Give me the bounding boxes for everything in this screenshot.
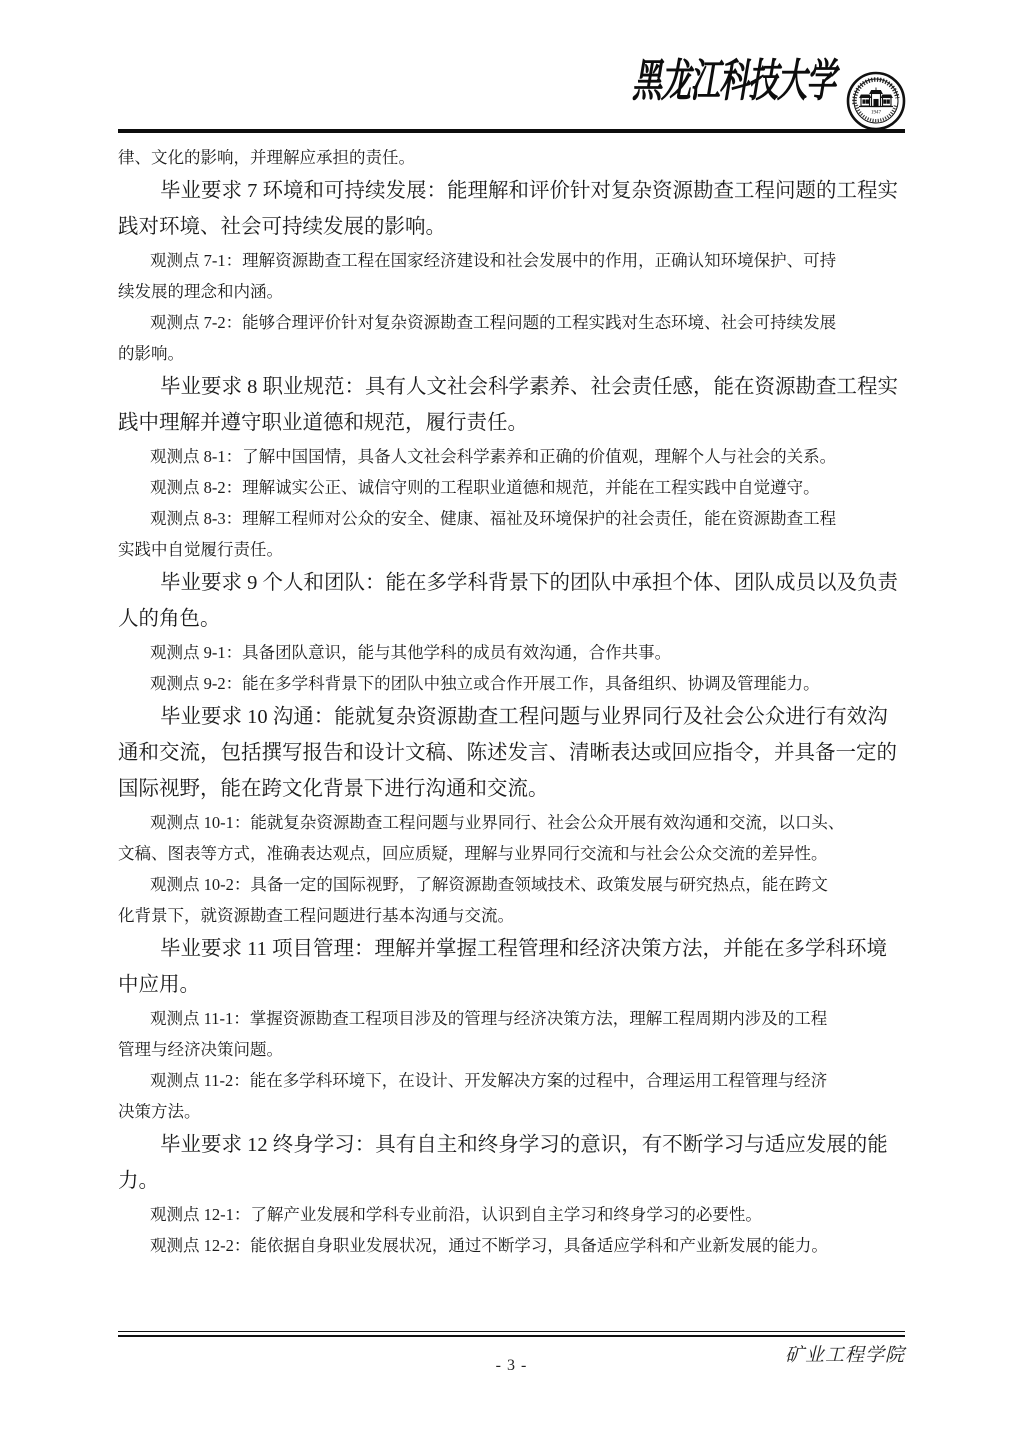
text-line: 观测点 9-2：能在多学科背景下的团队中独立或合作开展工作，具备组织、协调及管理能力。 (150, 674, 820, 693)
text-line: 观测点 9-1：具备团队意识，能与其他学科的成员有效沟通，合作共事。 (150, 643, 672, 662)
text-line: 观测点 12-1：了解产业发展和学科专业前沿，认识到自主学习和终身学习的必要性。 (150, 1205, 762, 1224)
text-line: 毕业要求 8 职业规范：具有人文社会科学素养、社会责任感，能在资源勘查工程实 (160, 376, 898, 398)
text-line: 毕业要求 9 个人和团队：能在多学科背景下的团队中承担个体、团队成员以及负责 (160, 572, 898, 594)
text-line: 管理与经济决策问题。 (118, 1040, 283, 1059)
text-line: 人的角色。 (118, 608, 221, 630)
paragraph-10 (118, 668, 905, 699)
text-line: 的影响。 (118, 344, 184, 363)
paragraph-1 (118, 173, 905, 245)
document-body (118, 142, 905, 1261)
text-line: 观测点 8-3：理解工程师对公众的安全、健康、福祉及环境保护的社会责任，能在资源勘查工程 (150, 509, 837, 528)
paragraph-0 (118, 142, 905, 173)
paragraph-12 (118, 807, 905, 869)
paragraph-3 (118, 307, 905, 369)
text-line: 观测点 10-2：具备一定的国际视野，了解资源勘查领域技术、政策发展与研究热点，能在跨文 (150, 875, 828, 894)
university-name-calligraphy: 黑龙江科技大学 (632, 55, 835, 109)
text-line: 践对环境、社会可持续发展的影响。 (118, 216, 446, 238)
university-seal-icon (846, 70, 906, 132)
paragraph-2 (118, 245, 905, 307)
text-line: 中应用。 (118, 974, 200, 996)
paragraph-16 (118, 1065, 905, 1127)
paragraph-9 (118, 637, 905, 668)
text-line: 观测点 11-1：掌握资源勘查工程项目涉及的管理与经济决策方法，理解工程周期内涉及的工程 (150, 1009, 828, 1028)
paragraph-14 (118, 931, 905, 1003)
text-line: 观测点 7-2：能够合理评价针对复杂资源勘查工程问题的工程实践对生态环境、社会可持续发展 (150, 313, 837, 332)
text-line: 通和交流，包括撰写报告和设计文稿、陈述发言、清晰表达或回应指令，并具备一定的 (118, 742, 897, 764)
paragraph-19 (118, 1230, 905, 1261)
text-line: 毕业要求 10 沟通：能就复杂资源勘查工程问题与业界同行及社会公众进行有效沟 (160, 706, 888, 728)
page-number: - 3 - (495, 1357, 528, 1374)
text-line: 观测点 11-2：能在多学科环境下，在设计、开发解决方案的过程中，合理运用工程管理与经济 (150, 1071, 828, 1090)
seal-year-label: 1947 (871, 110, 881, 116)
paragraph-17 (118, 1127, 905, 1199)
seal-building-icon (859, 88, 893, 107)
header-rule (118, 129, 905, 133)
footer-department-label: 矿业工程学院 (784, 1345, 905, 1366)
text-line: 文稿、图表等方式，准确表达观点，回应质疑，理解与业界同行交流和与社会公众交流的差异性。 (118, 844, 828, 863)
text-line: 践中理解并遵守职业道德和规范，履行责任。 (118, 412, 528, 434)
text-line: 观测点 8-1：了解中国国情，具备人文社会科学素养和正确的价值观，理解个人与社会的关系。 (150, 447, 837, 466)
text-line: 国际视野，能在跨文化背景下进行沟通和交流。 (118, 778, 549, 800)
paragraph-15 (118, 1003, 905, 1065)
text-line: 观测点 8-2：理解诚实公正、诚信守则的工程职业道德和规范，并能在工程实践中自觉遵守。 (150, 478, 820, 497)
text-line: 观测点 7-1：理解资源勘查工程在国家经济建设和社会发展中的作用，正确认知环境保护、可持 (150, 251, 837, 270)
text-line: 律、文化的影响，并理解应承担的责任。 (118, 148, 415, 167)
paragraph-7 (118, 503, 905, 565)
text-line: 决策方法。 (118, 1102, 201, 1121)
paragraph-13 (118, 869, 905, 931)
text-line: 化背景下，就资源勘查工程问题进行基本沟通与交流。 (118, 906, 514, 925)
paragraph-8 (118, 565, 905, 637)
text-line: 毕业要求 7 环境和可持续发展：能理解和评价针对复杂资源勘查工程问题的工程实 (160, 180, 898, 202)
paragraph-5 (118, 441, 905, 472)
paragraph-18 (118, 1199, 905, 1230)
paragraph-6 (118, 472, 905, 503)
text-line: 观测点 10-1：能就复杂资源勘查工程问题与业界同行、社会公众开展有效沟通和交流，以口头、 (150, 813, 845, 832)
paragraph-11 (118, 699, 905, 807)
text-line: 毕业要求 11 项目管理：理解并掌握工程管理和经济决策方法，并能在多学科环境 (160, 938, 887, 960)
text-line: 实践中自觉履行责任。 (118, 540, 283, 559)
text-line: 续发展的理念和内涵。 (118, 282, 283, 301)
footer-rule (118, 1331, 905, 1337)
text-line: 力。 (118, 1170, 159, 1192)
text-line: 观测点 12-2：能依据自身职业发展状况，通过不断学习，具备适应学科和产业新发展的能力。 (150, 1236, 828, 1255)
text-line: 毕业要求 12 终身学习：具有自主和终身学习的意识，有不断学习与适应发展的能 (160, 1134, 888, 1156)
paragraph-4 (118, 369, 905, 441)
